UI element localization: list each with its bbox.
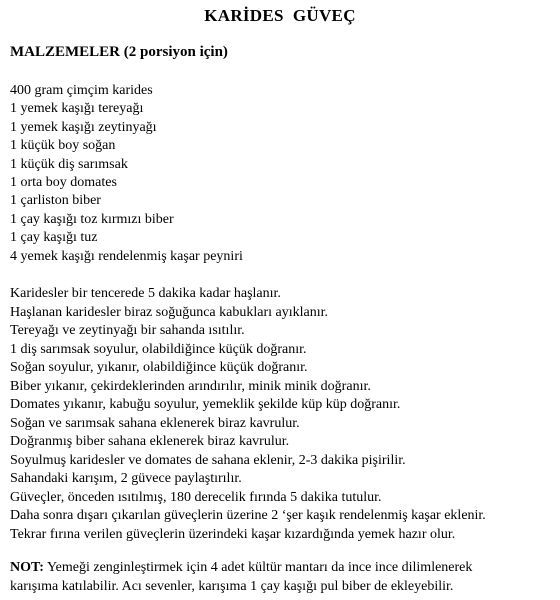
ingredients-heading: MALZEMELER (2 porsiyon için) (10, 44, 228, 60)
instruction-step: Tereyağı ve zeytinyağı bir sahanda ısıtılır. (10, 323, 245, 338)
ingredient-item: 1 çay kaşığı tuz (10, 230, 98, 246)
recipe-note (10, 558, 555, 596)
note-text-line-1: Yemeği zenginleştirmek için 4 adet kültür mantarı da ince ince dilimlenerek (43, 560, 473, 575)
instruction-step: Sahandaki karışım, 2 güvece paylaştırılır. (10, 471, 242, 486)
recipe-title: KARİDES GÜVEÇ (204, 6, 356, 25)
instructions-list (10, 285, 486, 544)
ingredient-item: 1 çarliston biber (10, 193, 101, 209)
ingredient-item: 1 orta boy domates (10, 174, 117, 190)
instruction-step: Soyulmuş karidesler ve domates de sahana eklenir, 2-3 dakika pişirilir. (10, 452, 406, 468)
instruction-step: Haşlanan karidesler biraz soğuğunca kabukları ayıklanır. (10, 304, 328, 320)
instruction-step: Güveçler, önceden ısıtılmış, 180 derecelik fırında 5 dakika tutulur. (10, 489, 382, 505)
ingredients-list (10, 82, 243, 266)
instruction-step: Karidesler bir tencerede 5 dakika kadar haşlanır. (10, 286, 281, 301)
note-label: NOT: (10, 560, 44, 575)
ingredient-item: 1 çay kaşığı toz kırmızı biber (10, 211, 174, 227)
note-first-line (10, 558, 555, 577)
instruction-step: Soğan ve sarımsak sahana eklenerek biraz kavrulur. (10, 415, 300, 431)
instruction-step: 1 diş sarımsak soyulur, olabildiğince küçük doğranır. (10, 341, 307, 357)
instruction-step: Doğranmış biber sahana eklenerek biraz kavrulur. (10, 434, 290, 449)
ingredient-item: 1 yemek kaşığı zeytinyağı (10, 119, 157, 135)
ingredient-item: 1 küçük boy soğan (10, 138, 116, 154)
instruction-step: Biber yıkanır, çekirdeklerinden arındırılır, minik minik doğranır. (10, 378, 371, 394)
instruction-step: Daha sonra dışarı çıkarılan güveçlerin üzerine 2 ‘şer kaşık rendelenmiş kaşar eklenir. (10, 508, 486, 523)
instruction-step: Domates yıkanır, kabuğu soyulur, yemeklik şekilde küp küp doğranır. (10, 397, 401, 412)
ingredient-item: 1 küçük diş sarımsak (10, 156, 128, 172)
ingredient-item: 400 gram çimçim karides (10, 83, 153, 98)
instruction-step: Tekrar fırına verilen güveçlerin üzerindeki kaşar kızardığında yemek hazır olur. (10, 526, 456, 542)
ingredient-item: 1 yemek kaşığı tereyağı (10, 101, 144, 117)
note-text-line-2: karışıma katılabilir. Acı sevenler, karışıma 1 çay kaşığı pul biber de ekleyebilir. (10, 579, 454, 594)
ingredient-item: 4 yemek kaşığı rendelenmiş kaşar peyniri (10, 248, 243, 264)
instruction-step: Soğan soyulur, yıkanır, olabildiğince küçük doğranır. (10, 360, 308, 375)
